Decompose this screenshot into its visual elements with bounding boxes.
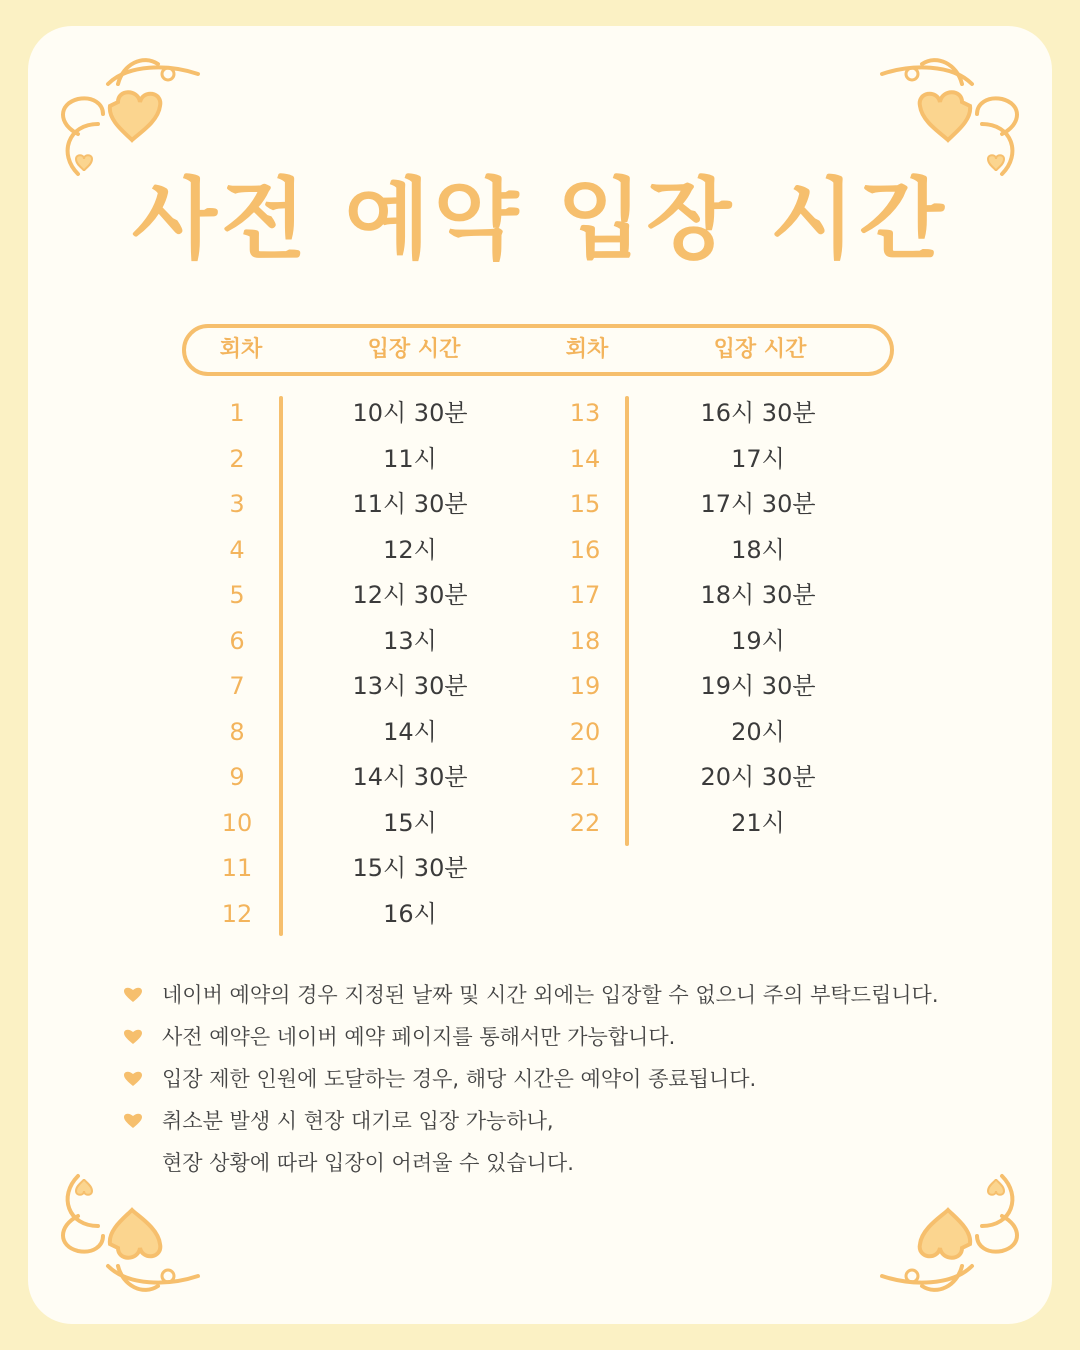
round-number: 9 — [229, 763, 245, 791]
round-number: 11 — [221, 854, 253, 882]
heart-icon — [124, 987, 142, 1003]
list-item — [124, 1101, 1024, 1143]
list-item — [124, 1017, 1024, 1059]
round-number: 20 — [569, 717, 601, 746]
header-round-right: 회차 — [565, 337, 609, 362]
entry-time: 17시 30분 — [700, 490, 816, 518]
entry-time: 16시 — [383, 899, 437, 928]
round-number: 5 — [229, 581, 245, 609]
table-header — [182, 324, 894, 376]
notice-list — [124, 975, 1024, 1185]
header-time-right: 입장 시간 — [713, 337, 807, 362]
entry-time: 13시 — [383, 626, 437, 655]
list-item — [124, 1059, 1024, 1101]
header-time-left: 입장 시간 — [367, 337, 461, 362]
round-number: 18 — [569, 626, 601, 655]
round-number: 8 — [229, 717, 245, 746]
entry-time: 13시 30분 — [352, 672, 468, 700]
round-number: 1 — [229, 399, 245, 427]
entry-time: 20시 — [731, 717, 785, 746]
notice-text: 네이버 예약의 경우 지정된 날짜 및 시간 외에는 입장할 수 없으니 주의 부탁드립니다. — [162, 983, 939, 1007]
entry-time: 14시 30분 — [352, 763, 468, 791]
notice-text-continuation: 현장 상황에 따라 입장이 어려울 수 있습니다. — [162, 1151, 574, 1175]
entry-time: 20시 30분 — [700, 763, 816, 791]
round-number: 2 — [229, 444, 245, 473]
round-number: 3 — [229, 490, 245, 518]
entry-time: 10시 30분 — [352, 399, 468, 427]
entry-time: 15시 — [383, 808, 437, 837]
header-round-left: 회차 — [219, 337, 263, 362]
notice-text: 입장 제한 인원에 도달하는 경우, 해당 시간은 예약이 종료됩니다. — [162, 1067, 757, 1091]
notice-text: 취소분 발생 시 현장 대기로 입장 가능하나, — [162, 1109, 554, 1133]
heart-icon — [124, 1071, 142, 1087]
round-number: 10 — [221, 808, 253, 837]
entry-time: 15시 30분 — [352, 854, 468, 882]
round-number: 16 — [569, 535, 601, 564]
entry-time: 14시 — [383, 717, 437, 746]
entry-time: 19시 — [731, 626, 785, 655]
round-number: 12 — [221, 899, 253, 928]
notice-text: 사전 예약은 네이버 예약 페이지를 통해서만 가능합니다. — [162, 1025, 676, 1049]
heart-icon — [124, 1029, 142, 1045]
entry-time: 18시 — [731, 535, 785, 564]
round-number: 4 — [229, 535, 245, 564]
list-item — [124, 1143, 1024, 1185]
round-number: 17 — [569, 581, 601, 609]
round-number: 21 — [569, 763, 601, 791]
entry-time: 17시 — [731, 444, 785, 473]
list-item — [124, 975, 1024, 1017]
round-number: 13 — [569, 399, 601, 427]
round-number: 7 — [229, 672, 245, 700]
round-number: 19 — [569, 672, 601, 700]
entry-time: 11시 30분 — [352, 490, 468, 518]
heart-icon — [124, 1113, 142, 1129]
round-number: 6 — [229, 626, 245, 655]
entry-time: 21시 — [731, 808, 785, 837]
page-title: 사전 예약 입장 시간 — [132, 168, 948, 271]
entry-time: 18시 30분 — [700, 581, 816, 609]
entry-time: 12시 30분 — [352, 581, 468, 609]
round-number: 14 — [569, 444, 601, 473]
entry-time: 12시 — [383, 535, 437, 564]
entry-time: 11시 — [383, 444, 437, 473]
entry-time: 16시 30분 — [700, 399, 816, 427]
round-number: 22 — [569, 808, 601, 837]
round-number: 15 — [569, 490, 601, 518]
entry-time: 19시 30분 — [700, 672, 816, 700]
